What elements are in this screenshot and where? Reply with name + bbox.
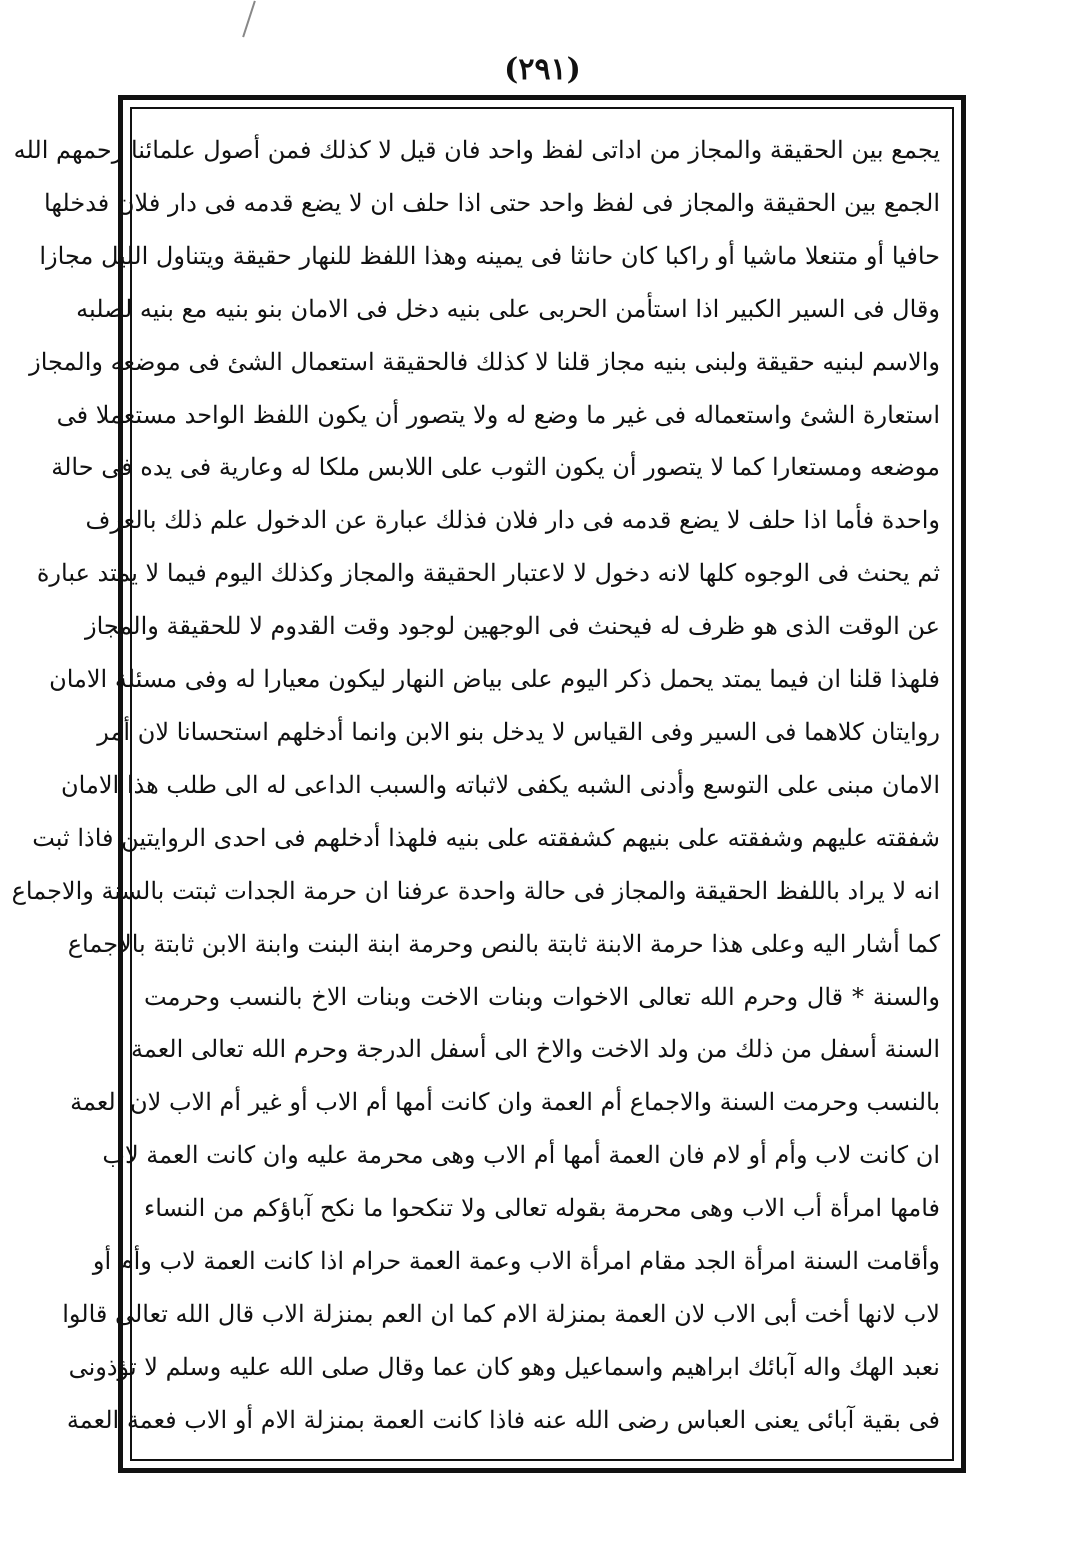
text-line: استعارة الشئ واستعماله فى غير ما وضع له ولا يتصور أن يكون اللفظ الواحد مستعملا فى	[56, 400, 940, 429]
text-line: السنة أسفل من ذلك من ولد الاخت والاخ الى أسفل الدرجة وحرم الله تعالى العمة	[130, 1035, 940, 1064]
text-line: بالنسب وحرمت السنة والاجماع أم العمة وان كانت أمها أم الاب أو غير أم الاب لان العمة	[70, 1088, 940, 1117]
text-line: موضعه ومستعارا كما لا يتصور أن يكون الثوب على اللابس ملكا له وعارية فى يده فى حالة	[51, 453, 940, 482]
text-line: وقال فى السير الكبير اذا استأمن الحربى على بنيه دخل فى الامان بنو بنيه مع بنيه لصلبه	[76, 294, 940, 323]
text-line: لاب لانها أخت أبى الاب لان العمة بمنزلة الام كما ان العم بمنزلة الاب قال الله تعالى قالوا	[62, 1299, 940, 1328]
text-line: ان كانت لاب وأم أو لام فان العمة أمها أم الاب وهى محرمة عليه وان كانت العمة لاب	[102, 1141, 940, 1170]
text-line: واحدة فأما اذا حلف لا يضع قدمه فى دار فلان فذلك عبارة عن الدخول علم ذلك بالعرف	[85, 506, 940, 535]
scan-artifact-line	[242, 1, 256, 38]
text-line: والاسم لبنيه حقيقة ولبنى بنيه مجاز قلنا لا كذلك فالحقيقة استعمال الشئ فى موضعه والمجاز	[29, 347, 940, 376]
text-line: يجمع بين الحقيقة والمجاز من اداتى لفظ واحد فان قيل لا كذلك فمن أصول علمائنا رحمهم الله	[13, 136, 940, 164]
text-line: عن الوقت الذى هو ظرف له فيحنث فى الوجهين لوجود وقت القدوم لا للحقيقة والمجاز	[84, 612, 940, 641]
text-line: ثم يحنث فى الوجوه كلها لانه دخول لا لاعتبار الحقيقة والمجاز وكذلك اليوم فيما لا يمتد عبارة	[36, 559, 940, 588]
text-line: فامها امرأة أب الاب وهى محرمة بقوله تعالى ولا تنكحوا ما نكح آباؤكم من النساء	[144, 1194, 940, 1223]
text-line: والسنة * قال وحرم الله تعالى الاخوات وبنات الاخت وبنات الاخ بالنسب وحرمت	[144, 982, 940, 1011]
body-text	[11, 127, 940, 1443]
text-line: الامان مبنى على التوسع وأدنى الشبه يكفى لاثباته والسبب الداعى له الى طلب هذا الامان	[61, 770, 940, 799]
text-line: فلهذا قلنا ان فيما يمتد يحمل ذكر اليوم على بياض النهار ليكون معيارا له وفى مسئلة الامان	[49, 665, 940, 694]
text-line: حافيا أو متنعلا ماشيا أو راكبا كان حانثا فى يمينه وهذا اللفظ للنهار حقيقة ويتناول الليل مجازا	[39, 241, 940, 270]
text-line: روايتان كلاهما فى السير وفى القياس لا يدخل بنو الابن وانما أدخلهم استحسانا لان أمر	[97, 717, 940, 746]
text-line: فى بقية آبائى يعنى العباس رضى الله عنه فاذا كانت العمة بمنزلة الام أو الاب فعمة العمة	[66, 1405, 940, 1434]
page-number: (٢٩١)	[504, 52, 581, 87]
text-line: شفقته عليهم وشفقته على بنيهم كشفقته على بنيه فلهذا أدخلهم فى احدى الروايتين فاذا ثبت	[32, 823, 940, 852]
text-line: نعبد الهك واله آبائك ابراهيم واسماعيل وهو كان عما وقال صلى الله عليه وسلم لا تؤذونى	[68, 1352, 940, 1381]
text-line: وأقامت السنة امرأة الجد مقام امرأة الاب وعمة العمة حرام اذا كانت العمة لاب وأم أو	[92, 1247, 940, 1276]
page-border-outer	[11, 95, 966, 1473]
text-line: كما أشار اليه وعلى هذا حرمة الابنة ثابتة بالنص وحرمة ابنة البنت وابنة الابن ثابتة بالاجماع	[67, 929, 940, 958]
page-border-inner	[11, 107, 954, 1461]
text-line: الجمع بين الحقيقة والمجاز فى لفظ واحد حتى اذا حلف ان لا يضع قدمه فى دار فلان فدخلها	[44, 188, 940, 217]
text-line: انه لا يراد باللفظ الحقيقة والمجاز فى حالة واحدة عرفنا ان حرمة الجدات ثبتت بالسنة والاجماع	[11, 876, 940, 905]
